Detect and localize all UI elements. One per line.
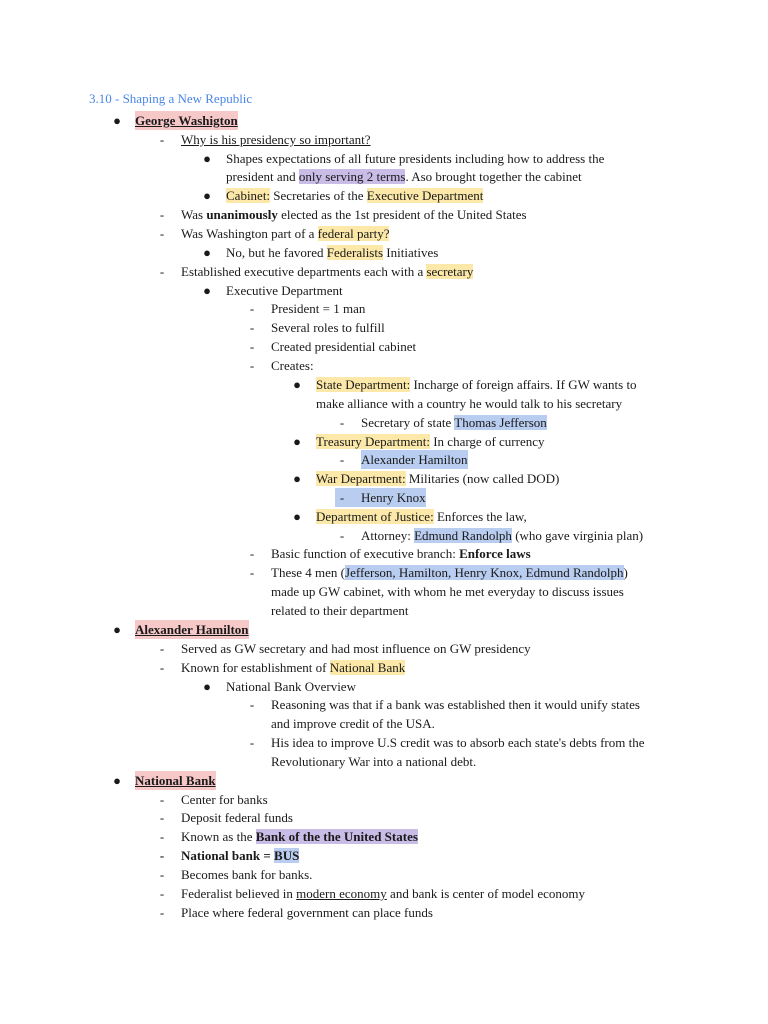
- dash-marker: -: [159, 226, 165, 241]
- bullet-marker: ●: [203, 679, 211, 694]
- dash-marker: -: [159, 660, 165, 675]
- dash-marker: -: [249, 546, 255, 561]
- document-page: 3.10 - Shaping a New Republic ● George Washigton - Why is his presidency so important? ● Shapes expectations of all future presidents including how to address the president and only serving 2 terms. Aso brought together the cabinet ● Cabinet: Secretaries of the Executive Department - Was unanimously elected as the 1st president of the United States - Was Washington part of a federal party? ● No, but he favored Federalists Initiatives - Established executive departments each with a secretary ● Executive Department - President = 1 man - Several roles to fulfill - Created presidential cabinet - Creates: ● State Department: Incharge of foreign affairs. If GW wants to make alliance with a country he would talk to his secretary - Secretary of state Thomas Jefferson ● Treasury Department: In charge of currency - Alexander Hamilton ● War Department: Militaries (now called DOD) - Henry Knox ● Department of Justice: Enforces the law, - Attorney: Edmund Randolph (who gave virginia plan) - Basic function of executive branch: Enforce laws - These 4 men (Jefferson, Hamilton, Henry Knox, Edmund Randolph) made up GW cabinet, with whom he met everyday to discuss issues related to their department ● Alexander Hamilton - Served as GW secretary and had most influence on GW presidency - Known for establishment of National Bank ● National Bank Overview - Reasoning was that if a bank was established then it would unify states and improve credit of the USA. - His idea to improve U.S credit was to absorb each state's debts from the Revolutionary War into a national debt. ● National Bank - Center for banks - Deposit federal funds - Known as the Bank of the the United States - National bank = BUS - Becomes bank for banks. - Federalist believed in modern economy and bank is center of model economy - Place where federal government can place funds: [89, 91, 645, 920]
- dash-marker: -: [249, 735, 255, 750]
- dash-marker: -: [159, 207, 165, 222]
- bullet-marker: ●: [113, 622, 121, 637]
- bullet-marker: ●: [293, 471, 301, 486]
- bullet-marker: ●: [203, 245, 211, 260]
- dash-marker: -: [159, 641, 165, 656]
- bullet-marker: ●: [203, 283, 211, 298]
- dash-marker: -: [249, 697, 255, 712]
- dash-marker: -: [249, 358, 255, 373]
- section-heading-washington: George Washigton: [135, 113, 238, 128]
- dash-marker: -: [159, 867, 165, 882]
- bullet-marker: ●: [293, 377, 301, 392]
- section-heading-hamilton: Alexander Hamilton: [135, 622, 249, 637]
- dash-marker: -: [159, 132, 165, 147]
- dash-marker: -: [249, 339, 255, 354]
- dash-marker: -: [249, 301, 255, 316]
- bullet-marker: ●: [293, 509, 301, 524]
- dash-marker: -: [249, 320, 255, 335]
- dash-marker: -: [339, 415, 345, 430]
- dash-marker: -: [339, 528, 345, 543]
- bullet-marker: ●: [113, 773, 121, 788]
- dash-marker: -: [159, 829, 165, 844]
- page-title: 3.10 - Shaping a New Republic: [89, 91, 253, 106]
- dash-marker: -: [335, 488, 349, 507]
- dash-marker: -: [159, 264, 165, 279]
- bullet-marker: ●: [203, 151, 211, 166]
- bullet-marker: ●: [293, 434, 301, 449]
- bullet-marker: ●: [203, 188, 211, 203]
- dash-marker: -: [159, 792, 165, 807]
- dash-marker: -: [159, 848, 165, 863]
- dash-marker: -: [249, 565, 255, 580]
- bullet-marker: ●: [113, 113, 121, 128]
- dash-marker: -: [159, 905, 165, 920]
- section-heading-national-bank: National Bank: [135, 773, 216, 788]
- dash-marker: -: [159, 886, 165, 901]
- dash-marker: -: [339, 452, 345, 467]
- dash-marker: -: [159, 810, 165, 825]
